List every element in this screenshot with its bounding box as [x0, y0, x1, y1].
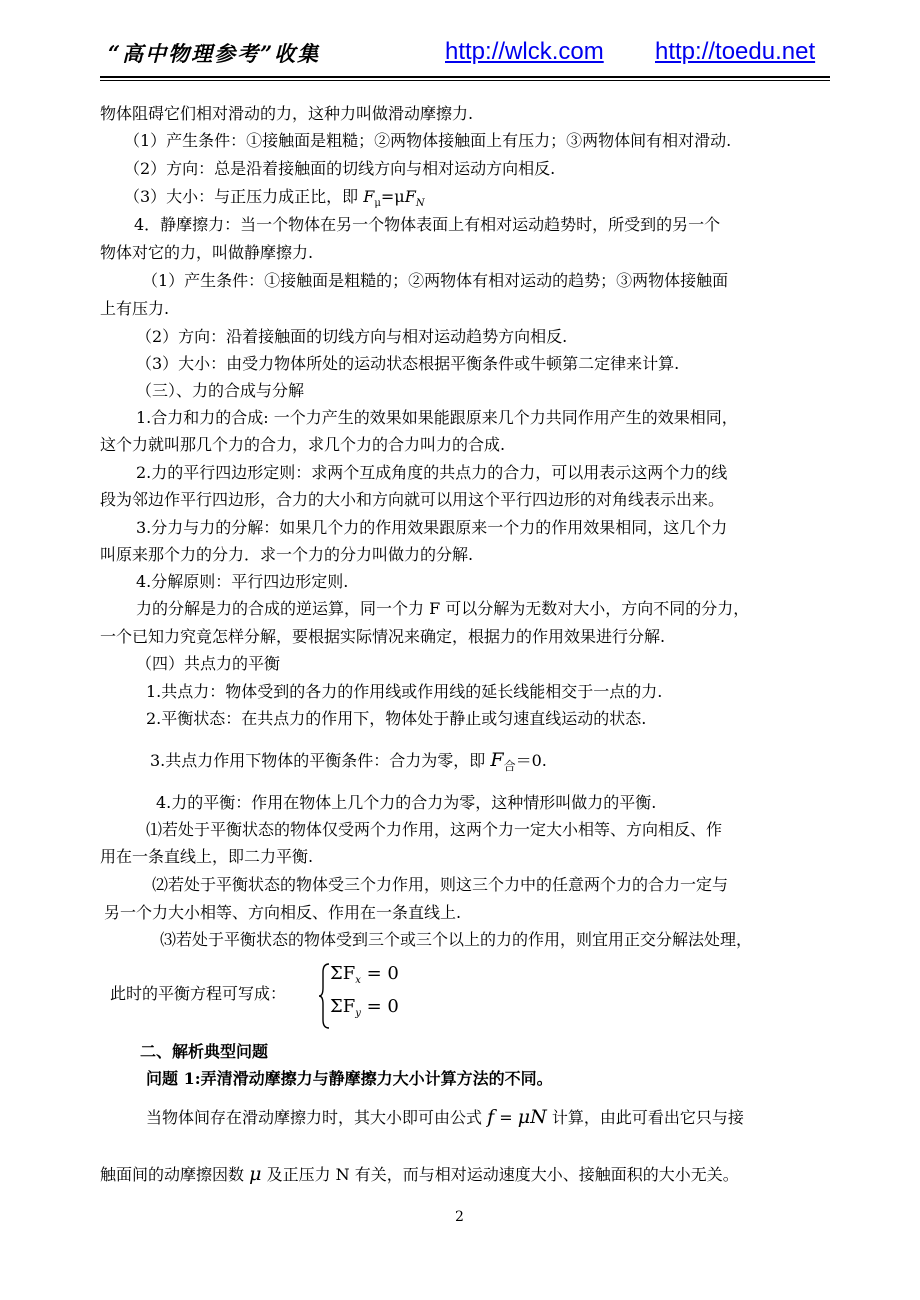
text-line: ⑶若处于平衡状态的物体受到三个或三个以上的力的作用，则宜用正交分解法处理， — [160, 930, 753, 949]
text-span: 3.共点力作用下物体的平衡条件：合力为零，即 — [150, 751, 486, 770]
text-line: 2.平衡状态：在共点力的作用下，物体处于静止或匀速直线运动的状态. — [146, 709, 647, 728]
header-title: “高中物理参考”收集 — [108, 41, 321, 66]
eq-rhs: = 0 — [360, 996, 399, 1017]
text-line: 段为邻边作平行四边形，合力的大小和方向就可以用这个平行四边形的对角线表示出来。 — [100, 490, 725, 509]
header-link-toedu[interactable]: http://toedu.net — [655, 38, 816, 65]
text-span: 触面间的动摩擦因数 — [100, 1165, 245, 1184]
formula-eq: ＝0. — [515, 751, 547, 770]
formula-sub2: N — [415, 198, 425, 209]
text-line: ⑵若处于平衡状态的物体受三个力作用，则这三个力中的任意两个力的合力一定与 — [152, 875, 729, 894]
section-heading: （四）共点力的平衡 — [136, 654, 281, 673]
text-span: 计算，由此可看出它只与接 — [551, 1108, 744, 1127]
text-line: 上有压力. — [100, 299, 170, 318]
eq-rhs: = 0 — [360, 963, 399, 984]
text-span: 当物体间存在滑动摩擦力时，其大小即可由公式 — [146, 1108, 483, 1127]
header-link-wlck[interactable]: http://wlck.com — [445, 38, 604, 65]
formula-f2: F — [404, 187, 416, 206]
text-line: 另一个力大小相等、方向相反、作用在一条直线上. — [104, 903, 462, 922]
text-line-formula — [146, 1106, 744, 1129]
formula-n: N — [530, 1106, 547, 1128]
text-line: 用在一条直线上，即二力平衡. — [100, 847, 314, 866]
text-line: 一个已知力究竟怎样分解，要根据实际情况来确定，根据力的作用效果进行分解. — [100, 627, 666, 646]
mu-symbol: μ — [249, 1163, 262, 1185]
formula-eq: = — [494, 1108, 518, 1127]
text-span: 及正压力 N 有关，而与相对运动速度大小、接触面积的大小无关。 — [266, 1165, 739, 1184]
formula-sub: 合 — [503, 759, 516, 773]
text-line: 4.分解原则：平行四边形定则. — [136, 572, 349, 591]
text-line: 物体阻碍它们相对滑动的力，这种力叫做滑动摩擦力. — [100, 104, 474, 123]
text-line: 此时的平衡方程可写成： — [110, 984, 287, 1003]
text-line: 叫原来那个力的分力．求一个力的分力叫做力的分解. — [100, 545, 474, 564]
text-line: （1）产生条件：①接触面是粗糙的；②两物体有相对运动的趋势；③两物体接触面 — [142, 271, 729, 290]
page-header — [100, 38, 830, 74]
text-line: （2）方向：总是沿着接触面的切线方向与相对运动方向相反. — [124, 159, 556, 178]
text-line-friction-formula — [124, 186, 425, 215]
section-heading: （三）、力的合成与分解 — [136, 381, 305, 400]
text-line-net-force — [150, 749, 547, 777]
text-line: ⑴若处于平衡状态的物体仅受两个力作用，这两个力一定大小相等、方向相反、作 — [146, 820, 723, 839]
eq-lhs: ΣF — [330, 963, 356, 984]
page-number: 2 — [455, 1209, 464, 1225]
formula-sub: μ — [374, 198, 381, 209]
formula-f: F — [363, 187, 375, 206]
text-line: 3.分力与力的分解：如果几个力的作用效果跟原来一个力的作用效果相同，这几个力 — [136, 518, 728, 537]
formula-eq: =μ — [380, 187, 405, 206]
text-line: 物体对它的力，叫做静摩擦力. — [100, 243, 314, 262]
eq-lhs: ΣF — [330, 996, 356, 1017]
text-line: 4．静摩擦力：当一个物体在另一个物体表面上有相对运动趋势时，所受到的另一个 — [134, 215, 721, 234]
eq-sub: y — [355, 1008, 361, 1019]
text-span: （3）大小：与正压力成正比，即 — [124, 187, 359, 206]
eq-sub: x — [355, 975, 361, 986]
equation-sum-x — [330, 962, 399, 993]
formula-f: f — [487, 1106, 495, 1128]
text-line: （1）产生条件：①接触面是粗糙；②两物体接触面上有压力；③两物体间有相对滑动. — [124, 131, 732, 150]
text-line: 力的分解是力的合成的逆运算，同一个力 F 可以分解为无数对大小，方向不同的分力， — [136, 599, 750, 618]
text-line-mu — [100, 1163, 739, 1186]
equation-system — [318, 962, 428, 1030]
header-rule — [100, 76, 830, 78]
text-line: 1.合力和力的合成: 一个力产生的效果如果能跟原来几个力共同作用产生的效果相同， — [136, 408, 738, 427]
text-line: 1.共点力：物体受到的各力的作用线或作用线的延长线能相交于一点的力. — [146, 682, 663, 701]
header-rule-thin — [100, 80, 830, 81]
text-line: 4.力的平衡：作用在物体上几个力的合力为零，这种情形叫做力的平衡. — [156, 793, 657, 812]
equation-sum-y — [330, 995, 399, 1026]
problem-heading: 问题 1:弄清滑动摩擦力与静摩擦力大小计算方法的不同。 — [146, 1069, 553, 1088]
formula-f: F — [490, 749, 504, 771]
text-line: （2）方向：沿着接触面的切线方向与相对运动趋势方向相反. — [136, 327, 568, 346]
text-line: （3）大小：由受力物体所处的运动状态根据平衡条件或牛顿第二定律来计算. — [136, 354, 680, 373]
section-heading: 二、解析典型问题 — [140, 1042, 269, 1061]
text-line: 这个力就叫那几个力的合力，求几个力的合力叫力的合成. — [100, 435, 506, 454]
text-line: 2.力的平行四边形定则：求两个互成角度的共点力的合力，可以用表示这两个力的线 — [136, 463, 728, 482]
formula-mu: μ — [517, 1106, 531, 1128]
